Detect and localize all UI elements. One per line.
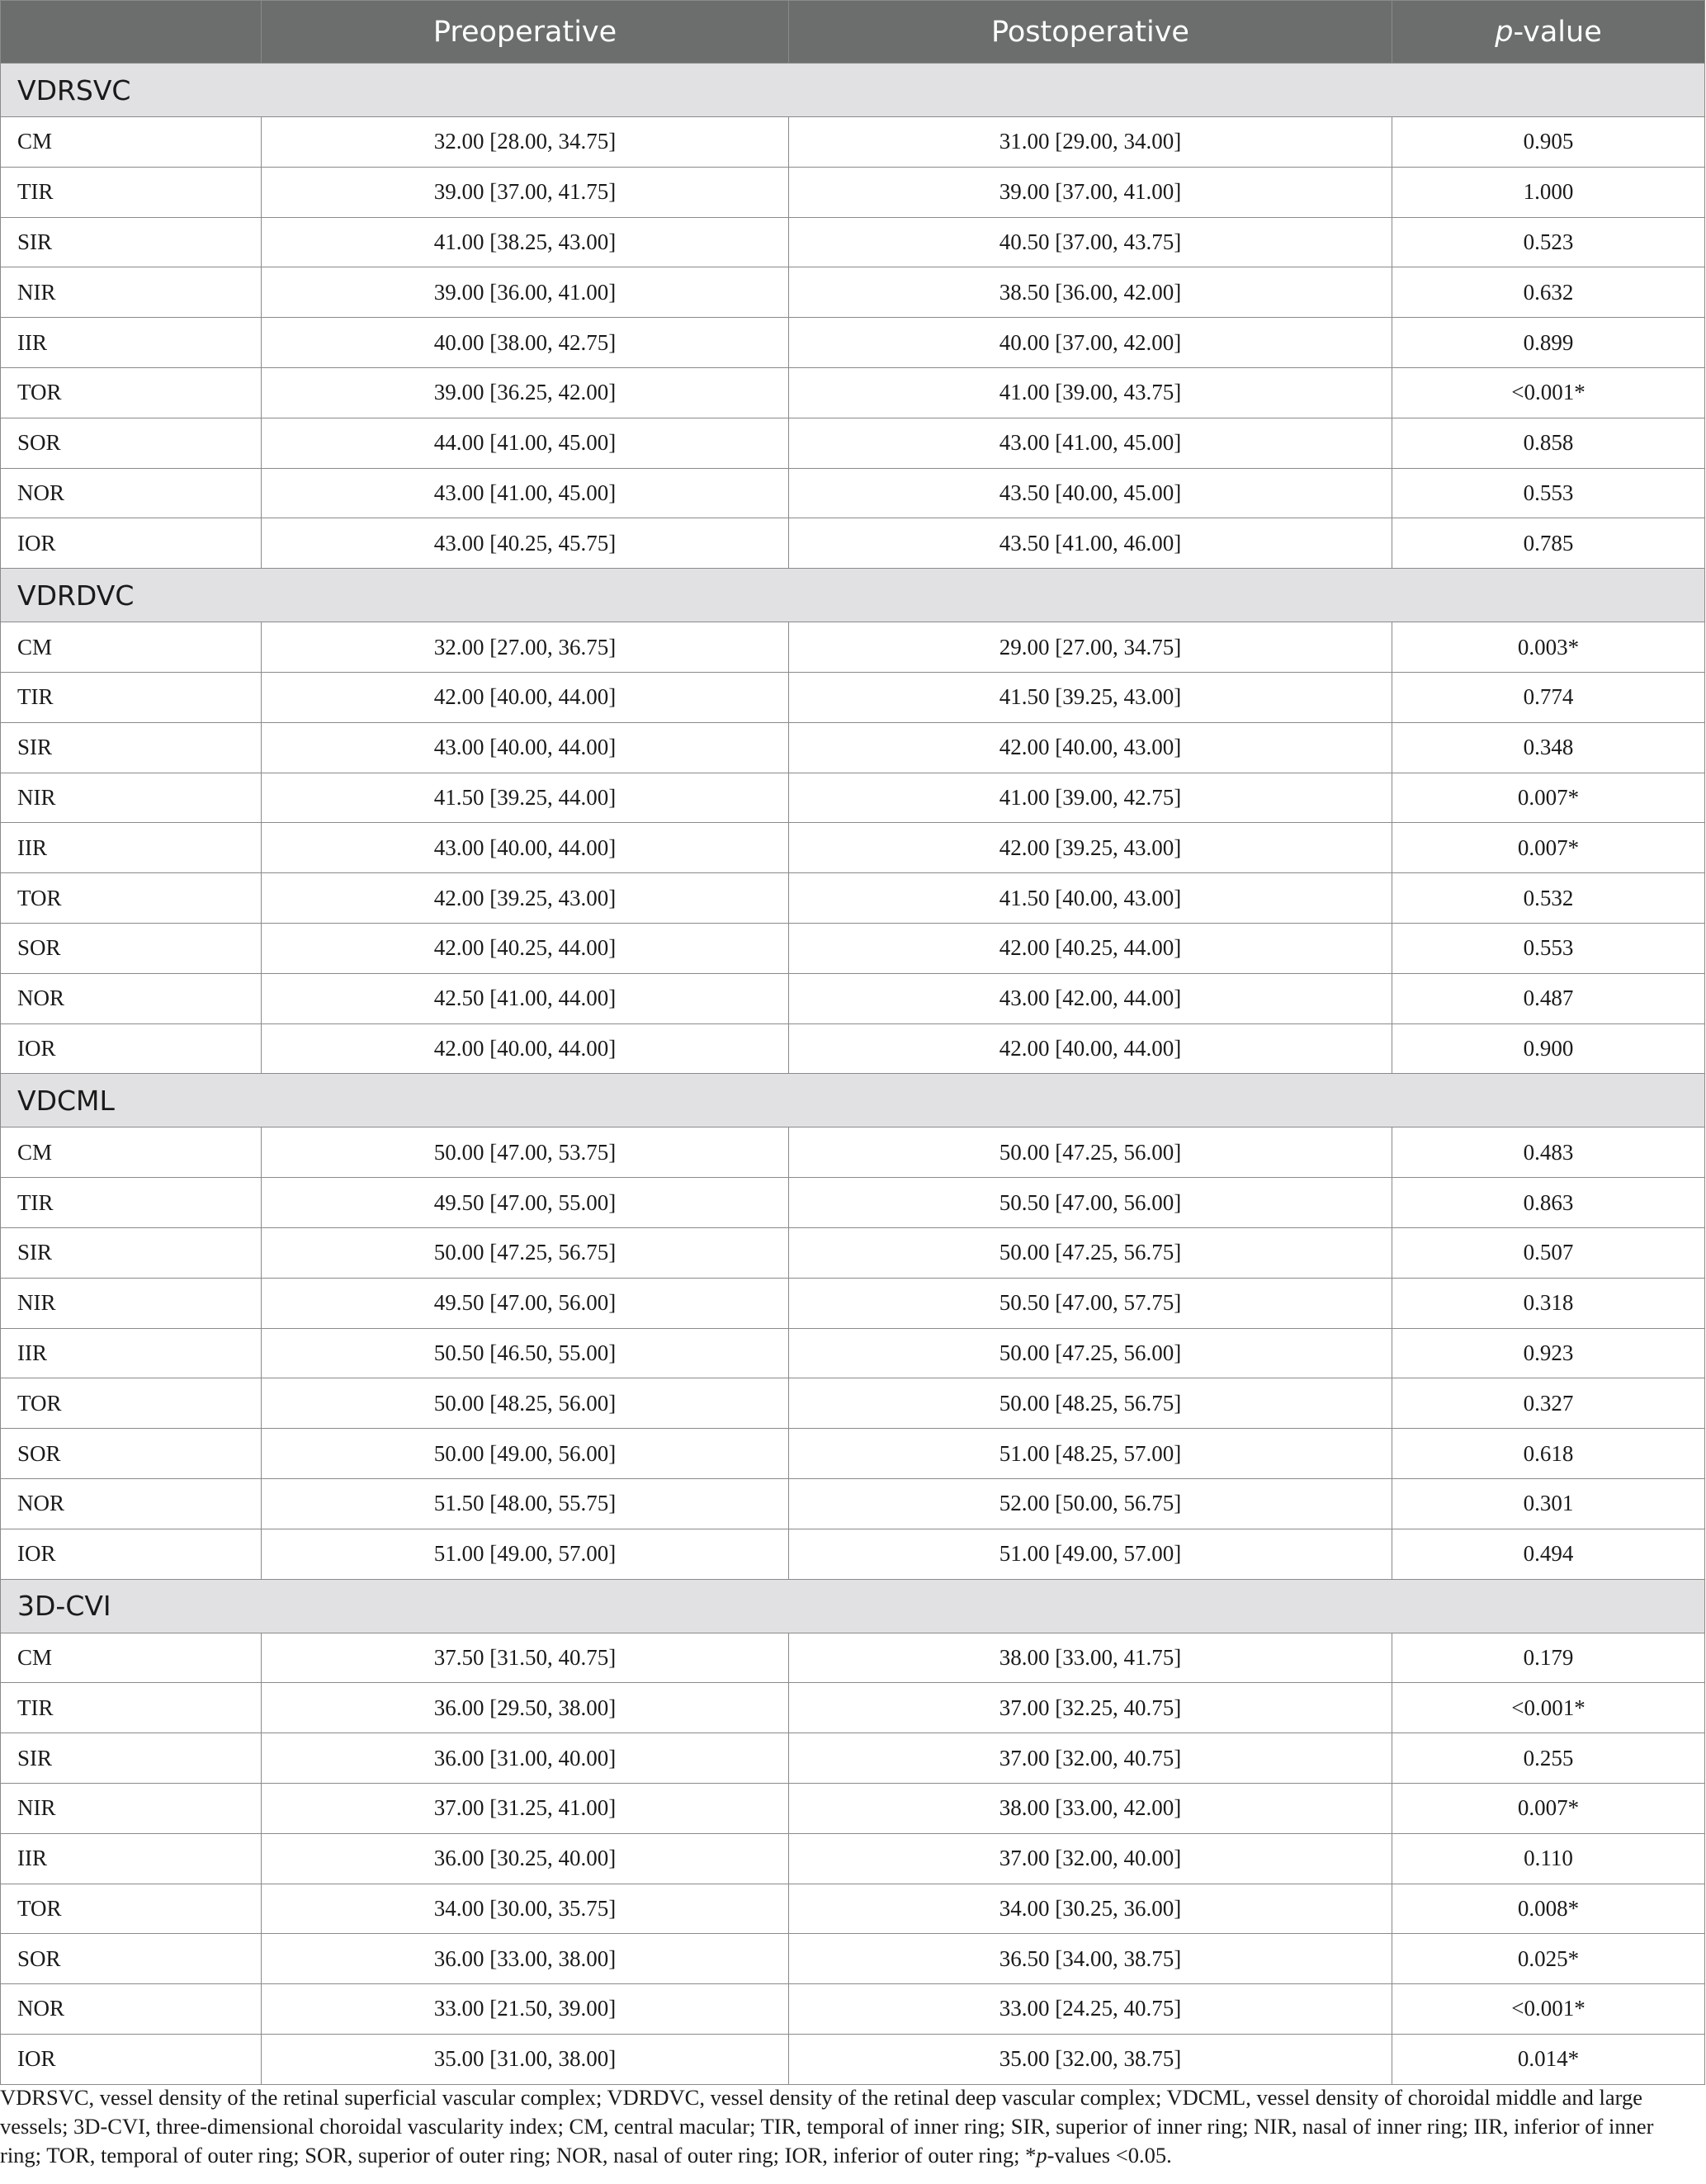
table-row [1,1783,1705,1833]
postoperative-value: 43.50 [41.00, 46.00] [789,518,1392,569]
section-header-row [1,1074,1705,1127]
postoperative-value: 51.00 [49.00, 57.00] [789,1529,1392,1579]
p-value: 0.327 [1392,1378,1705,1429]
row-label: TOR [1,873,262,924]
p-value: 0.110 [1392,1833,1705,1884]
table-row [1,773,1705,823]
preoperative-value: 42.00 [40.25, 44.00] [262,923,789,973]
row-label: IIR [1,1328,262,1378]
p-value: 0.532 [1392,873,1705,924]
postoperative-value: 37.00 [32.00, 40.75] [789,1733,1392,1784]
header-row [1,1,1705,64]
p-value: <0.001* [1392,367,1705,418]
p-value: 0.007* [1392,1783,1705,1833]
p-value: 0.553 [1392,923,1705,973]
postoperative-value: 43.00 [42.00, 44.00] [789,973,1392,1023]
table-row [1,1633,1705,1683]
preoperative-value: 36.00 [31.00, 40.00] [262,1733,789,1784]
row-label: CM [1,622,262,673]
section-header-row [1,569,1705,622]
p-value: 0.025* [1392,1934,1705,1984]
row-label: SOR [1,1429,262,1479]
table-row [1,1429,1705,1479]
postoperative-value: 38.50 [36.00, 42.00] [789,267,1392,318]
table-row [1,1984,1705,2035]
section-title: VDCML [1,1074,1705,1127]
row-label: CM [1,1127,262,1178]
p-value: 0.007* [1392,773,1705,823]
table-row [1,267,1705,318]
p-value: 0.301 [1392,1478,1705,1529]
postoperative-value: 43.00 [41.00, 45.00] [789,418,1392,468]
postoperative-value: 37.00 [32.25, 40.75] [789,1683,1392,1733]
preoperative-value: 51.50 [48.00, 55.75] [262,1478,789,1529]
table-row [1,873,1705,924]
row-label: NOR [1,468,262,518]
row-label: IIR [1,318,262,368]
postoperative-value: 29.00 [27.00, 34.75] [789,622,1392,673]
postoperative-value: 40.50 [37.00, 43.75] [789,217,1392,267]
postoperative-value: 50.00 [48.25, 56.75] [789,1378,1392,1429]
row-label: NIR [1,1278,262,1328]
preoperative-value: 49.50 [47.00, 56.00] [262,1278,789,1328]
table-row [1,1934,1705,1984]
preoperative-value: 35.00 [31.00, 38.00] [262,2034,789,2084]
preoperative-value: 41.00 [38.25, 43.00] [262,217,789,267]
postoperative-value: 42.00 [40.25, 44.00] [789,923,1392,973]
postoperative-value: 35.00 [32.00, 38.75] [789,2034,1392,2084]
row-label: TOR [1,1378,262,1429]
p-value: 0.774 [1392,672,1705,722]
preoperative-value: 41.50 [39.25, 44.00] [262,773,789,823]
table-row [1,672,1705,722]
row-label: TIR [1,167,262,217]
postoperative-value: 50.50 [47.00, 56.00] [789,1178,1392,1228]
p-value: <0.001* [1392,1984,1705,2035]
preoperative-value: 42.50 [41.00, 44.00] [262,973,789,1023]
p-value: 1.000 [1392,167,1705,217]
table-row [1,1683,1705,1733]
preoperative-value: 39.00 [36.25, 42.00] [262,367,789,418]
p-value: 0.483 [1392,1127,1705,1178]
p-value: 0.863 [1392,1178,1705,1228]
preoperative-value: 50.00 [47.25, 56.75] [262,1227,789,1278]
row-label: IOR [1,518,262,569]
table-row [1,1023,1705,1074]
header-blank-cell [1,1,262,64]
footnote-text: VDRSVC, vessel density of the retinal superficial vascular complex; VDRDVC, vessel density of the retinal deep vascular complex; VDCML, vessel density of choroidal middle and large vessels; 3D-CVI, three-dimensional choroidal vascularity index; CM, central macular; TIR, temporal of inner ring; SIR, superior of inner ring; NIR, nasal of inner ring; IIR, inferior of inner ring; TOR, temporal of outer ring; SOR, superior of outer ring; NOR, nasal of outer ring; IOR, inferior of outer ring; * [0,2085,1654,2167]
table-row [1,167,1705,217]
row-label: CM [1,1633,262,1683]
p-value: 0.553 [1392,468,1705,518]
table-row [1,2034,1705,2084]
table-row [1,622,1705,673]
preoperative-value: 43.00 [41.00, 45.00] [262,468,789,518]
preoperative-value: 43.00 [40.25, 45.75] [262,518,789,569]
postoperative-value: 50.00 [47.25, 56.00] [789,1127,1392,1178]
table-row [1,217,1705,267]
preoperative-value: 39.00 [37.00, 41.75] [262,167,789,217]
p-value: 0.923 [1392,1328,1705,1378]
preoperative-value: 37.50 [31.50, 40.75] [262,1633,789,1683]
section-header-row [1,64,1705,117]
postoperative-value: 34.00 [30.25, 36.00] [789,1884,1392,1934]
table-footnote [0,2083,1688,2170]
row-label: SOR [1,418,262,468]
table-row [1,973,1705,1023]
postoperative-value: 38.00 [33.00, 42.00] [789,1783,1392,1833]
preoperative-value: 39.00 [36.00, 41.00] [262,267,789,318]
section-header-row [1,1579,1705,1633]
p-value: 0.179 [1392,1633,1705,1683]
postoperative-value: 50.00 [47.25, 56.00] [789,1328,1392,1378]
postoperative-value: 51.00 [48.25, 57.00] [789,1429,1392,1479]
table-row [1,318,1705,368]
p-value: 0.007* [1392,823,1705,873]
p-value: 0.632 [1392,267,1705,318]
postoperative-value: 37.00 [32.00, 40.00] [789,1833,1392,1884]
p-value: 0.014* [1392,2034,1705,2084]
footnote-text-end: -values <0.05. [1047,2143,1172,2167]
postoperative-value: 38.00 [33.00, 41.75] [789,1633,1392,1683]
header-p-value [1392,1,1705,64]
preoperative-value: 50.50 [46.50, 55.00] [262,1328,789,1378]
row-label: IOR [1,2034,262,2084]
p-value: 0.003* [1392,622,1705,673]
postoperative-value: 41.00 [39.00, 42.75] [789,773,1392,823]
preoperative-value: 51.00 [49.00, 57.00] [262,1529,789,1579]
table-row [1,1378,1705,1429]
table-row [1,823,1705,873]
row-label: NIR [1,773,262,823]
preoperative-value: 36.00 [29.50, 38.00] [262,1683,789,1733]
table-body [1,64,1705,2085]
p-value: 0.900 [1392,1023,1705,1074]
table-row [1,468,1705,518]
row-label: NOR [1,973,262,1023]
preoperative-value: 50.00 [49.00, 56.00] [262,1429,789,1479]
postoperative-value: 33.00 [24.25, 40.75] [789,1984,1392,2035]
row-label: SIR [1,1733,262,1784]
row-label: TIR [1,672,262,722]
section-title: VDRSVC [1,64,1705,117]
table-row [1,1478,1705,1529]
table-row [1,1227,1705,1278]
p-value: 0.899 [1392,318,1705,368]
row-label: IIR [1,1833,262,1884]
row-label: TOR [1,367,262,418]
preoperative-value: 33.00 [21.50, 39.00] [262,1984,789,2035]
preoperative-value: 32.00 [28.00, 34.75] [262,117,789,168]
row-label: IOR [1,1023,262,1074]
header-p-rest: -value [1513,15,1602,49]
preoperative-value: 40.00 [38.00, 42.75] [262,318,789,368]
p-value: 0.618 [1392,1429,1705,1479]
p-value: 0.905 [1392,117,1705,168]
table-row [1,1328,1705,1378]
table-row [1,1833,1705,1884]
table-row [1,722,1705,773]
row-label: SOR [1,1934,262,1984]
header-p-italic: p [1495,15,1514,49]
postoperative-value: 36.50 [34.00, 38.75] [789,1934,1392,1984]
preoperative-value: 34.00 [30.00, 35.75] [262,1884,789,1934]
preoperative-value: 49.50 [47.00, 55.00] [262,1178,789,1228]
preoperative-value: 37.00 [31.25, 41.00] [262,1783,789,1833]
p-value: 0.318 [1392,1278,1705,1328]
preoperative-value: 32.00 [27.00, 36.75] [262,622,789,673]
row-label: TIR [1,1683,262,1733]
header-postoperative: Postoperative [789,1,1392,64]
p-value: 0.255 [1392,1733,1705,1784]
row-label: NOR [1,1984,262,2035]
preoperative-value: 36.00 [30.25, 40.00] [262,1833,789,1884]
p-value: 0.507 [1392,1227,1705,1278]
section-title: 3D-CVI [1,1579,1705,1633]
table-row [1,1733,1705,1784]
preoperative-value: 43.00 [40.00, 44.00] [262,823,789,873]
preoperative-value: 42.00 [40.00, 44.00] [262,1023,789,1074]
p-value: 0.523 [1392,217,1705,267]
row-label: IOR [1,1529,262,1579]
table-row [1,367,1705,418]
p-value: <0.001* [1392,1683,1705,1733]
row-label: NIR [1,267,262,318]
postoperative-value: 31.00 [29.00, 34.00] [789,117,1392,168]
table-row [1,1884,1705,1934]
preoperative-value: 42.00 [39.25, 43.00] [262,873,789,924]
table-row [1,1127,1705,1178]
postoperative-value: 40.00 [37.00, 42.00] [789,318,1392,368]
postoperative-value: 41.50 [40.00, 43.00] [789,873,1392,924]
preoperative-value: 42.00 [40.00, 44.00] [262,672,789,722]
row-label: NOR [1,1478,262,1529]
row-label: NIR [1,1783,262,1833]
table-row [1,418,1705,468]
postoperative-value: 43.50 [40.00, 45.00] [789,468,1392,518]
preoperative-value: 43.00 [40.00, 44.00] [262,722,789,773]
footnote-p-italic: p [1036,2143,1047,2167]
postoperative-value: 42.00 [39.25, 43.00] [789,823,1392,873]
table-row [1,1278,1705,1328]
preoperative-value: 36.00 [33.00, 38.00] [262,1934,789,1984]
postoperative-value: 41.50 [39.25, 43.00] [789,672,1392,722]
p-value: 0.785 [1392,518,1705,569]
preoperative-value: 50.00 [47.00, 53.75] [262,1127,789,1178]
table-row [1,518,1705,569]
table-row [1,117,1705,168]
row-label: IIR [1,823,262,873]
header-preoperative: Preoperative [262,1,789,64]
p-value: 0.487 [1392,973,1705,1023]
postoperative-value: 42.00 [40.00, 44.00] [789,1023,1392,1074]
p-value: 0.008* [1392,1884,1705,1934]
preoperative-value: 50.00 [48.25, 56.00] [262,1378,789,1429]
row-label: SIR [1,722,262,773]
row-label: SIR [1,1227,262,1278]
postoperative-value: 41.00 [39.00, 43.75] [789,367,1392,418]
table-row [1,923,1705,973]
p-value: 0.494 [1392,1529,1705,1579]
row-label: TIR [1,1178,262,1228]
row-label: CM [1,117,262,168]
row-label: SOR [1,923,262,973]
p-value: 0.858 [1392,418,1705,468]
postoperative-value: 39.00 [37.00, 41.00] [789,167,1392,217]
row-label: SIR [1,217,262,267]
postoperative-value: 50.50 [47.00, 57.75] [789,1278,1392,1328]
table-row [1,1529,1705,1579]
p-value: 0.348 [1392,722,1705,773]
table-row [1,1178,1705,1228]
postoperative-value: 42.00 [40.00, 43.00] [789,722,1392,773]
postoperative-value: 50.00 [47.25, 56.75] [789,1227,1392,1278]
preoperative-value: 44.00 [41.00, 45.00] [262,418,789,468]
section-title: VDRDVC [1,569,1705,622]
row-label: TOR [1,1884,262,1934]
postoperative-value: 52.00 [50.00, 56.75] [789,1478,1392,1529]
